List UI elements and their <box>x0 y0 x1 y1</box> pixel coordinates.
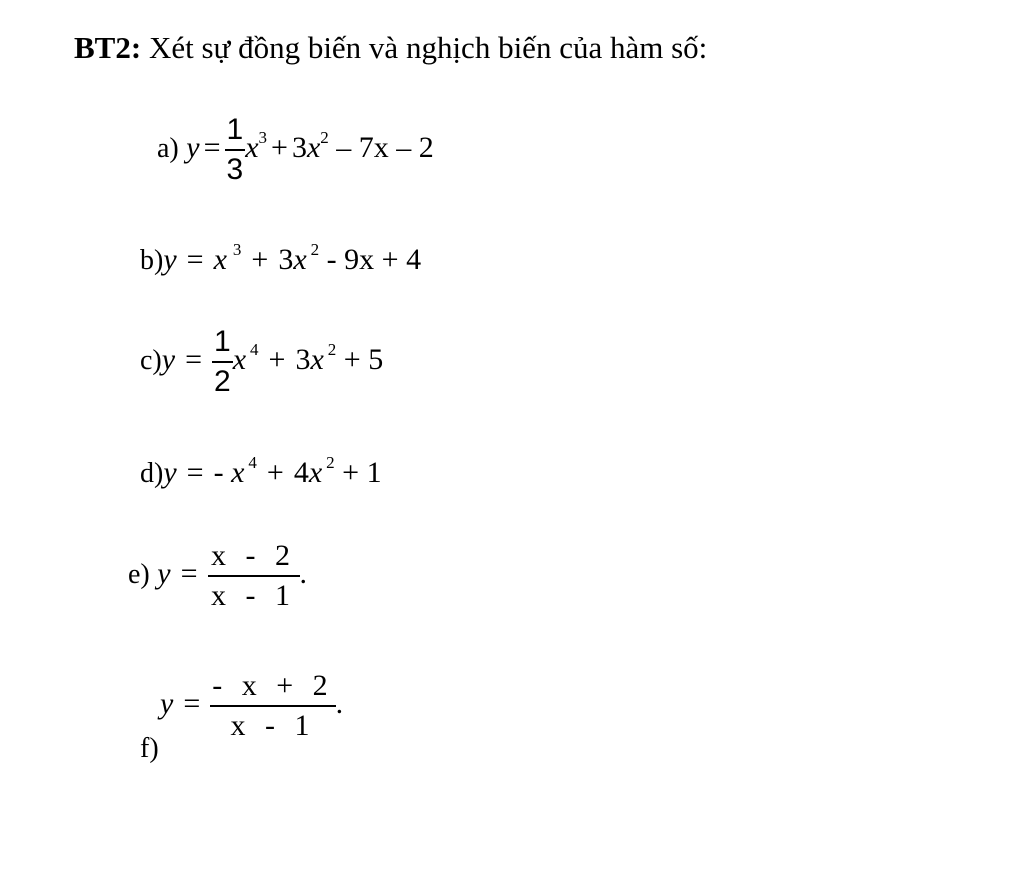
equation-e: e) y = $\frac{x - 2}{x - 1}$ . <box>128 539 308 612</box>
equation-label: a) <box>157 132 179 164</box>
fraction: $\frac{- x + 2}{x - 1}$ <box>212 669 334 742</box>
equation-tail: – 7x – 2 <box>336 130 434 164</box>
equation-label: b) <box>140 245 164 276</box>
equation-f-label: f) <box>140 733 159 764</box>
fraction: $\frac{1}{3}$ <box>226 113 244 186</box>
equation-f: y = $\frac{- x + 2}{x - 1}$ . <box>160 669 344 742</box>
equation-label: e) <box>128 558 150 590</box>
equation-label: d) <box>140 458 164 489</box>
equation-tail: + 1 <box>342 456 382 489</box>
exercise-instruction: Xét sự đồng biến và nghịch biến của hàm số: <box>141 30 708 65</box>
exercise-title <box>74 28 707 68</box>
equation-b: b)y = x $^3$ + 3x $^2$ - 9x + 4 <box>140 240 422 276</box>
equation-c: c)y = $\frac{1}{2}$ x $^4$ + 3x $^2$ + 5 <box>140 325 384 398</box>
fraction: $\frac{1}{2}$ <box>214 325 231 398</box>
equation-tail: - 9x + 4 <box>326 243 422 276</box>
equation-tail: + 5 <box>343 342 384 376</box>
equation-label: c) <box>140 344 162 376</box>
equation-d: d)y = - x $^4$ + 4x $^2$ + 1 <box>140 453 382 489</box>
equation-a: a) y = $\frac{1}{3}$ $x^3 + 3x^2 - 7x - 2$ <box>157 113 434 186</box>
fraction: $\frac{x - 2}{x - 1}$ <box>208 538 300 614</box>
exercise-number: BT2: <box>74 30 142 65</box>
